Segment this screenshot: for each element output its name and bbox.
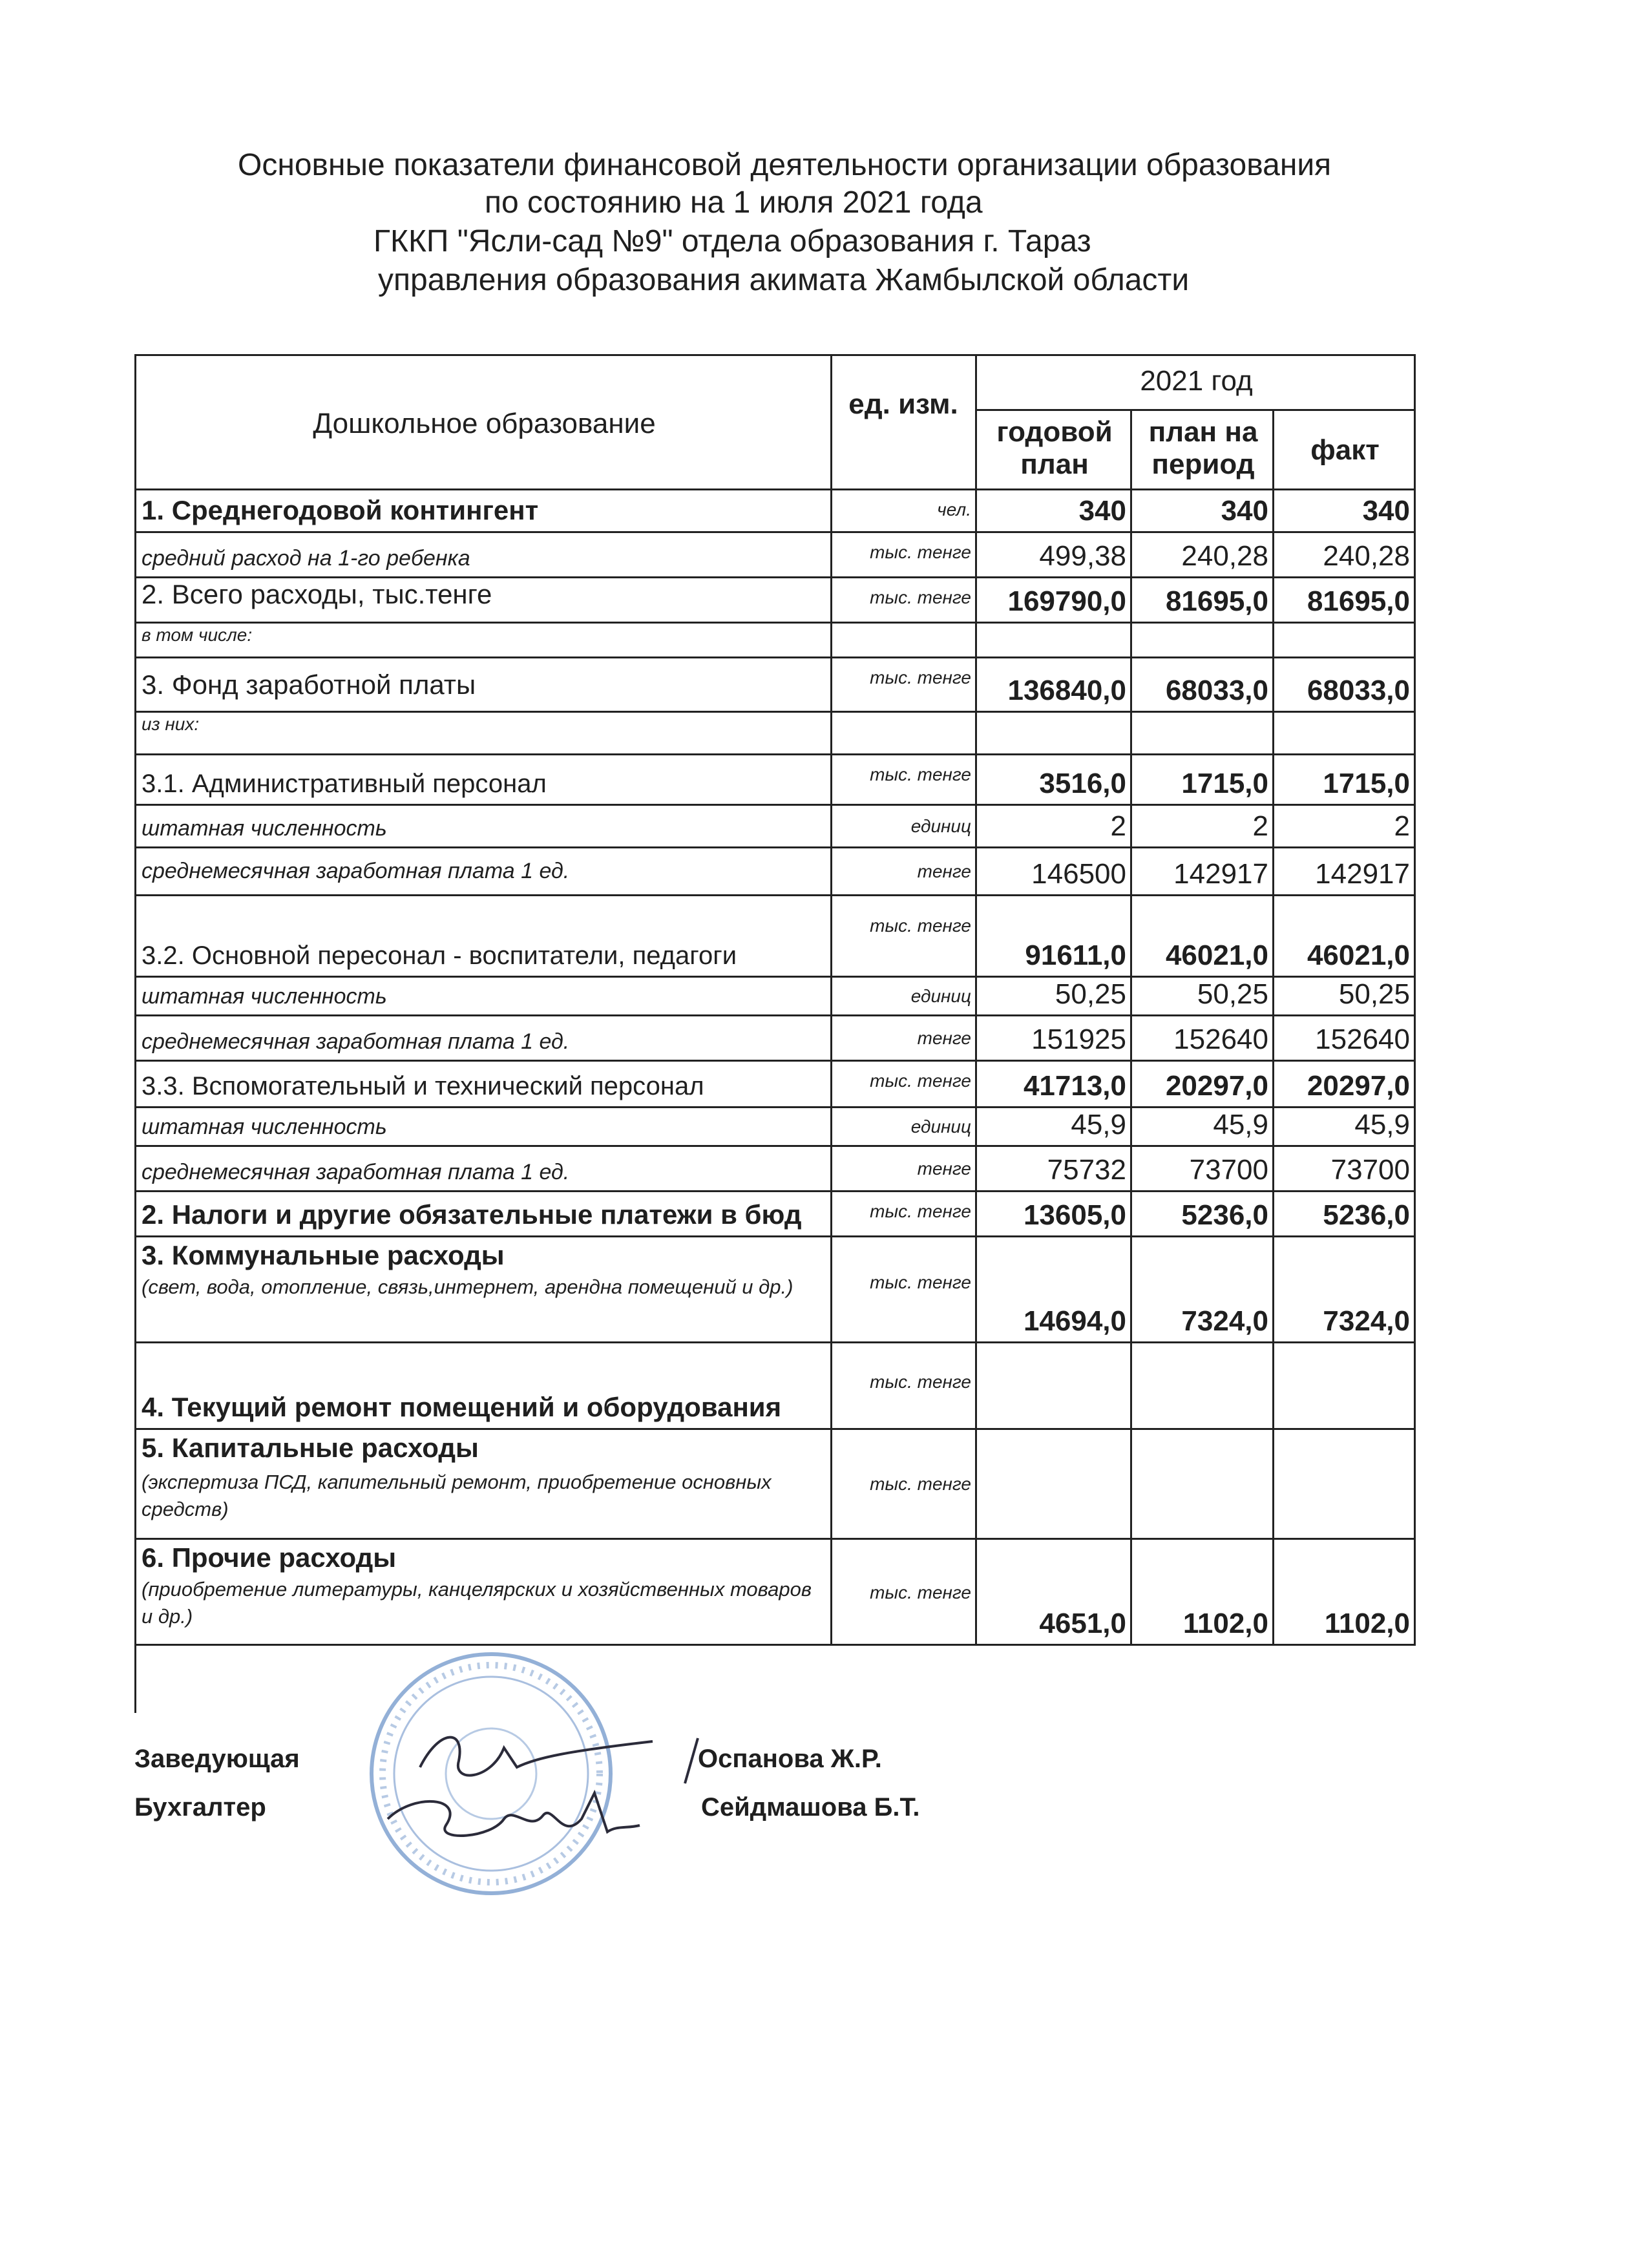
row-value-annual-plan: 151925 [1031, 1024, 1126, 1055]
header-cell-unit [832, 356, 977, 488]
table-row [136, 1343, 1416, 1430]
row-value-annual-plan: 136840,0 [1007, 675, 1126, 706]
row-note: (свет, вода, отопление, связь,интернет, арендна помещений и др.) [142, 1276, 793, 1298]
signature-name-director: Оспанова Ж.Р. [698, 1745, 882, 1773]
table-row [136, 658, 1416, 713]
row-label: 3.3. Вспомогательный и технический персонал [142, 1072, 704, 1100]
row-value-fact: 50,25 [1338, 978, 1410, 1010]
row-value-period-plan: 5236,0 [1181, 1199, 1268, 1231]
row-value-period-plan: 142917 [1173, 858, 1268, 890]
row-value-period-plan: 240,28 [1181, 540, 1268, 572]
header-col-unit: ед. изм. [848, 388, 958, 420]
row-value-annual-plan: 50,25 [1055, 978, 1126, 1010]
row-value-annual-plan: 45,9 [1071, 1109, 1126, 1140]
row-unit: тенге [917, 861, 971, 881]
row-value-annual-plan: 3516,0 [1039, 768, 1126, 799]
header-col-v3: факт [1310, 434, 1380, 466]
row-value-fact: 45,9 [1354, 1109, 1410, 1140]
table-row [136, 806, 1416, 848]
row-label: штатная численность [142, 1115, 387, 1139]
table-row [136, 1016, 1416, 1062]
row-value-period-plan: 45,9 [1213, 1109, 1268, 1140]
header-cell-v2 [1132, 411, 1274, 490]
row-label: 3.1. Административный персонал [142, 770, 547, 798]
row-unit: тыс. тенге [870, 1272, 971, 1292]
table-row [136, 713, 1416, 755]
row-label: 3. Коммунальные расходы [142, 1240, 505, 1270]
table-row [136, 1540, 1416, 1646]
row-value-period-plan: 1715,0 [1181, 768, 1268, 799]
row-unit: тыс. тенге [870, 1582, 971, 1602]
row-value-fact: 340 [1362, 495, 1410, 527]
table-row [136, 578, 1416, 624]
header-col-v1: годовой план [996, 416, 1113, 480]
row-value-period-plan: 73700 [1189, 1154, 1268, 1186]
row-value-fact: 46021,0 [1307, 940, 1410, 971]
header-cell-v3 [1274, 411, 1416, 490]
row-value-annual-plan: 4651,0 [1039, 1608, 1126, 1639]
row-value-fact: 2 [1394, 810, 1410, 842]
row-value-fact: 7324,0 [1323, 1305, 1410, 1337]
row-value-fact: 240,28 [1323, 540, 1410, 572]
table-row [136, 1147, 1416, 1192]
row-label: среднемесячная заработная плата 1 ед. [142, 1160, 570, 1184]
row-unit: тыс. тенге [870, 1071, 971, 1091]
row-value-fact: 1715,0 [1323, 768, 1410, 799]
row-value-fact: 5236,0 [1323, 1199, 1410, 1231]
row-value-annual-plan: 41713,0 [1023, 1070, 1126, 1102]
table-row [136, 755, 1416, 806]
row-unit: тыс. тенге [870, 1372, 971, 1392]
row-value-period-plan: 7324,0 [1181, 1305, 1268, 1337]
row-unit: тыс. тенге [870, 1201, 971, 1221]
header-cell-year [977, 356, 1416, 411]
table-row [136, 1062, 1416, 1108]
row-unit: тенге [917, 1158, 971, 1179]
row-value-period-plan: 2 [1252, 810, 1268, 842]
row-unit: тыс. тенге [870, 667, 971, 688]
row-label: 6. Прочие расходы [142, 1542, 397, 1573]
header-line-4: управления образования акимата Жамбылской области [378, 263, 1190, 297]
row-value-fact: 1102,0 [1324, 1608, 1410, 1639]
row-label: 5. Капитальные расходы [142, 1433, 479, 1463]
row-unit: тенге [917, 1027, 971, 1048]
header-col-name: Дошкольное образование [313, 408, 656, 439]
row-value-annual-plan: 2 [1110, 810, 1126, 842]
row-value-period-plan: 152640 [1173, 1024, 1268, 1055]
row-label: средний расход на 1-го ребенка [142, 546, 470, 571]
row-value-annual-plan: 340 [1078, 495, 1126, 527]
row-label: 2. Всего расходы, тыс.тенге [142, 579, 492, 609]
row-unit: единиц [910, 1116, 971, 1137]
row-label: из них: [142, 714, 200, 734]
header-line-1: Основные показатели финансовой деятельности организации образования [238, 148, 1332, 182]
table-row [136, 624, 1416, 658]
table-row [136, 848, 1416, 896]
row-value-period-plan: 68033,0 [1165, 675, 1268, 706]
table-row [136, 1108, 1416, 1147]
row-unit: тыс. тенге [870, 916, 971, 936]
signature-role-director: Заведующая [134, 1745, 300, 1773]
row-unit: тыс. тенге [870, 542, 971, 562]
row-label: 1. Среднегодовой контингент [142, 495, 539, 525]
row-unit: тыс. тенге [870, 1473, 971, 1494]
row-label: 4. Текущий ремонт помещений и оборудования [142, 1392, 782, 1422]
financial-table [134, 354, 1416, 1713]
header-cell-v1 [977, 411, 1132, 490]
row-unit: тыс. тенге [870, 587, 971, 607]
row-value-annual-plan: 13605,0 [1023, 1199, 1126, 1231]
table-row [136, 1192, 1416, 1237]
row-value-fact: 73700 [1330, 1154, 1410, 1186]
row-label: штатная численность [142, 984, 387, 1009]
row-label: среднемесячная заработная плата 1 ед. [142, 1029, 570, 1054]
table-row [136, 490, 1416, 533]
row-note: (экспертиза ПСД, капительный ремонт, приобретение основных средств) [142, 1471, 772, 1520]
row-unit: единиц [910, 815, 971, 836]
row-unit: единиц [910, 985, 971, 1006]
table-row [136, 978, 1416, 1016]
row-value-fact: 142917 [1315, 858, 1410, 890]
table-row [136, 896, 1416, 978]
table-row [136, 1430, 1416, 1540]
row-value-annual-plan: 146500 [1031, 858, 1126, 890]
row-label: 3. Фонд заработной платы [142, 669, 476, 700]
accountant-signature-icon [375, 1780, 646, 1858]
row-value-fact: 152640 [1315, 1024, 1410, 1055]
row-value-annual-plan: 75732 [1047, 1154, 1126, 1186]
row-value-period-plan: 81695,0 [1165, 585, 1268, 617]
row-value-fact: 81695,0 [1307, 585, 1410, 617]
row-note: (приобретение литературы, канцелярских и хозяйственных товаров и др.) [142, 1578, 812, 1628]
row-label: среднемесячная заработная плата 1 ед. [142, 859, 570, 883]
table-row [136, 1237, 1416, 1343]
row-value-period-plan: 340 [1221, 495, 1268, 527]
header-line-3: ГККП "Ясли-сад №9" отдела образования г. Тараз [373, 224, 1091, 258]
header-col-v2: план на период [1148, 416, 1258, 480]
table-row [136, 533, 1416, 578]
row-unit: тыс. тенге [870, 764, 971, 784]
row-label: 3.2. Основной пересонал - воспитатели, педагоги [142, 941, 737, 970]
row-value-annual-plan: 14694,0 [1023, 1305, 1126, 1337]
table-header-row [136, 356, 1416, 490]
row-value-period-plan: 20297,0 [1165, 1070, 1268, 1102]
header-cell-name [136, 356, 832, 488]
signature-role-accountant: Бухгалтер [134, 1793, 266, 1822]
row-value-fact: 68033,0 [1307, 675, 1410, 706]
row-label: штатная численность [142, 816, 387, 841]
header-line-2: по состоянию на 1 июля 2021 года [485, 185, 983, 220]
row-value-annual-plan: 499,38 [1039, 540, 1126, 572]
row-value-period-plan: 46021,0 [1165, 940, 1268, 971]
header-year: 2021 год [1140, 365, 1253, 397]
signature-name-accountant: Сейдмашова Б.Т. [701, 1793, 920, 1822]
row-value-period-plan: 1102,0 [1182, 1608, 1268, 1639]
row-unit: чел. [937, 499, 971, 520]
row-label: в том числе: [142, 625, 253, 645]
row-value-period-plan: 50,25 [1197, 978, 1268, 1010]
row-label: 2. Налоги и другие обязательные платежи в бюд [142, 1199, 802, 1230]
row-value-annual-plan: 91611,0 [1025, 940, 1126, 971]
row-value-annual-plan: 169790,0 [1007, 585, 1126, 617]
row-value-fact: 20297,0 [1307, 1070, 1410, 1102]
